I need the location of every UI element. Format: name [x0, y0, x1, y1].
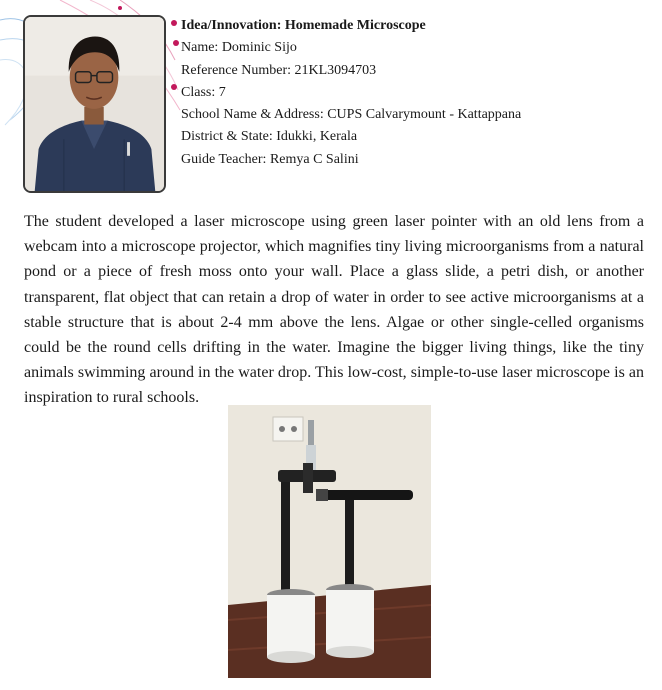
district-state: District & State: Idukki, Kerala	[181, 129, 358, 145]
school-address: School Name & Address: CUPS Calvarymount - Kattappana	[181, 107, 522, 123]
decorative-dot	[171, 84, 177, 90]
project-info	[181, 15, 521, 171]
decorative-dot	[171, 20, 177, 26]
decorative-dot	[173, 40, 179, 46]
reference-number: Reference Number: 21KL3094703	[181, 62, 377, 78]
student-portrait	[23, 15, 166, 193]
class: Class: 7	[181, 84, 226, 100]
project-description: The student developed a laser microscope using green laser pointer with an old lens from a webcam into a microscope projector, which magnifies tiny living microorganisms from a natural pond or a piece of fresh moss onto your wall. Place a glass slide, a petri dish, or another transparent, flat object that can retain a drop of water in order to see active microorganisms at a stable structure that is about 2-4 mm above the lens. Algae or other single-celled organisms could be the round cells drifting in the water. Imagine the bigger living things, like the tiny animals swimming around in the water drop. This low-cost, simple-to-use laser microscope is an inspiration to rural schools.	[24, 213, 644, 407]
student-name: Name: Dominic Sijo	[181, 40, 297, 56]
guide-teacher: Guide Teacher: Remya C Salini	[181, 151, 359, 167]
microscope-photo	[228, 405, 431, 678]
project-title: Idea/Innovation: Homemade Microscope	[181, 18, 426, 33]
